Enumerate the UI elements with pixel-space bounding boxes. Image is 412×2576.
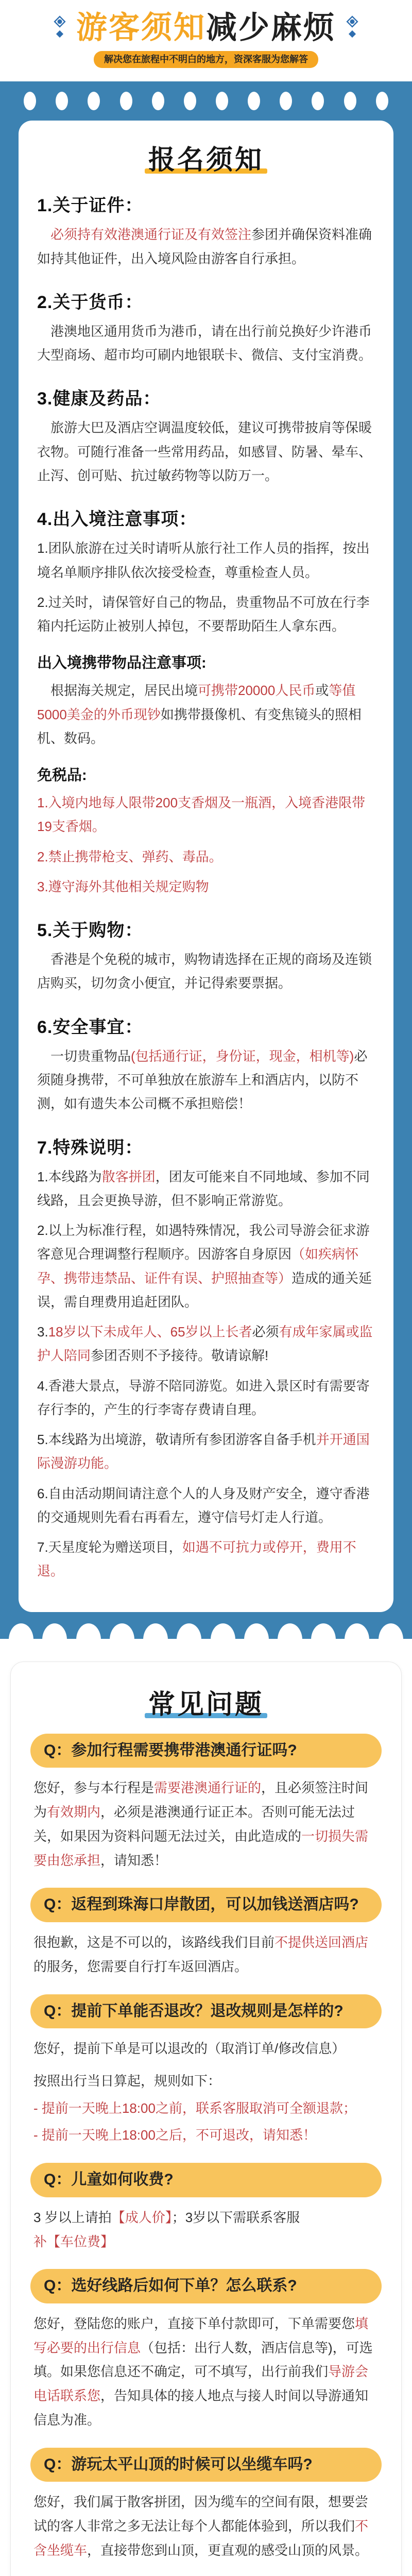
faq-title: 常见问题 bbox=[148, 1689, 264, 1720]
faq-question-pill: Q：返程到珠海口岸散团，可以加钱送酒店吗? bbox=[30, 1888, 382, 1922]
notice-card bbox=[19, 121, 393, 1612]
page-title-rest: 减少麻烦 bbox=[206, 10, 336, 45]
notice-para: 根据海关规定，居民出境可携带20000人民币或等值5000美金的外币现钞如携带摄像机、有变焦镜头的照相机、数码。 bbox=[37, 683, 362, 746]
faq-answer-paragraph: 您好，登陆您的账户，直接下单付款即可，下单需要您填写必要的出行信息（包括：出行人数，酒店信息等)，可选填。如果您信息还不确定，可不填写，出行前我们导游会电话联系您，告知具体的接人地点与接人时间以导游通知信息为准。 bbox=[33, 2315, 373, 2428]
notice-para: 6.自由活动期间请注意个人的人身及财产安全，遵守香港的交通规则先看右再看左，遵守信号灯走人行道。 bbox=[37, 1485, 370, 1525]
notice-heading: 4.出入境注意事项： bbox=[37, 510, 197, 530]
page-title-highlight: 游客须知 bbox=[76, 10, 206, 45]
notice-para: 香港是个免税的城市，购物请选择在正规的商场及连锁店购买，切勿贪小便宜，并记得索要票据。 bbox=[37, 952, 372, 991]
notice-para: 1.团队旅游在过关时请听从旅行社工作人员的指挥，按出境名单顺序排队依次接受检查，尊重检查人员。 bbox=[37, 540, 370, 580]
notice-para: 2.禁止携带枪支、弹药、毒品。 bbox=[37, 849, 222, 865]
faq-answer-paragraph: - 提前一天晚上18:00之后，不可退改，请知悉！ bbox=[33, 2127, 316, 2143]
notice-para: 3.遵守海外其他相关规定购物 bbox=[37, 878, 209, 894]
faq-answer-paragraph: - 提前一天晚上18:00之前，联系客服取消可全额退款； bbox=[33, 2100, 356, 2116]
notice-para: 5.本线路为出境游，敬请所有参团游客自备手机并开通国际漫游功能。 bbox=[37, 1432, 370, 1471]
notice-heading: 1.关于证件： bbox=[37, 196, 143, 216]
diamond-ornament-left-icon bbox=[53, 15, 67, 40]
page-header bbox=[0, 0, 412, 81]
notice-para: 2.过关时，请保管好自己的物品，贵重物品不可放在行李箱内托运防止被别人掉包，不要帮助陌生人拿东西。 bbox=[37, 594, 370, 634]
notice-para: 必须持有效港澳通行证及有效签注参团并确保资料准确如持其他证件，出入境风险由游客自行承担。 bbox=[37, 227, 372, 266]
notice-para: 1.入境内地每人限带200支香烟及一瓶酒，入境香港限带19支香烟。 bbox=[37, 795, 366, 835]
faq-answer-paragraph: 您好，参与本行程是需要港澳通行证的，且必须签注时间为有效期内，必须是港澳通行证正本。否则可能无法过关，如果因为资料问题无法过关，由此造成的一切损失需要由您承担，请知悉！ bbox=[33, 1780, 369, 1868]
page-subtitle: 解决您在旅程中不明白的地方，资深客服为您解答 bbox=[94, 51, 318, 68]
notice-title: 报名须知 bbox=[148, 145, 264, 176]
notice-para: 7.天星度轮为赠送项目，如遇不可抗力或停开，费用不退。 bbox=[37, 1539, 356, 1579]
faq-answer-paragraph: 按照出行当日算起，规则如下： bbox=[33, 2073, 221, 2089]
faq-section bbox=[0, 1639, 412, 2576]
notice-subheading: 免税品: bbox=[37, 767, 87, 784]
notice-heading: 5.关于购物： bbox=[37, 921, 143, 941]
notice-para: 1.本线路为散客拼团，团友可能来自不同地域、参加不同线路，且会更换导游，但不影响正常游览。 bbox=[37, 1168, 370, 1208]
notice-subheading: 出入境携带物品注意事项: bbox=[37, 655, 207, 672]
notice-para: 2.以上为标准行程，如遇特殊情况，我公司导游会征求游客意见合理调整行程顺序。因游客自身原因（如疾病怀孕、携带违禁品、证件有误、护照抽查等）造成的通关延误，需自理费用追赶团队。 bbox=[37, 1223, 372, 1310]
notice-para: 3.18岁以下未成年人、65岁以上长者必须有成年家属或监护人陪同参团否则不予接待。敬请谅解! bbox=[37, 1324, 373, 1364]
faq-list bbox=[30, 1734, 382, 2563]
faq-question-pill: Q：选好线路后如何下单？怎么联系? bbox=[30, 2269, 382, 2303]
faq-answer-paragraph: 您好，我们属于散客拼团，因为缆车的空间有限，想要尝试的客人非常之多无法让每个人都能体验到，所以我们不含坐缆车，直接带您到山顶，更直观的感受山顶的风景。 bbox=[33, 2494, 369, 2558]
faq-answer-paragraph: 您好，提前下单是可以退改的（取消订单/修改信息） bbox=[33, 2041, 346, 2057]
faq-card bbox=[10, 1662, 402, 2576]
faq-question-pill: Q：儿童如何收费? bbox=[30, 2163, 382, 2197]
faq-question-pill: Q：游玩太平山顶的时候可以坐缆车吗? bbox=[30, 2448, 382, 2482]
diamond-ornament-right-icon bbox=[345, 15, 359, 40]
notice-heading: 7.特殊说明： bbox=[37, 1138, 143, 1158]
faq-question-pill: Q：参加行程需要携带港澳通行证吗? bbox=[30, 1734, 382, 1768]
notice-heading: 3.健康及药品： bbox=[37, 389, 161, 409]
notice-para: 旅游大巴及酒店空调温度较低，建议可携带披肩等保暖衣物。可随行准备一些常用药品，如感冒、防暑、晕车、止泻、创可贴、抗过敏药物等以防万一。 bbox=[37, 420, 372, 483]
notice-para: 4.香港大景点，导游不陪同游览。如进入景区时有需要寄存行李的，产生的行李寄存费请自理。 bbox=[37, 1378, 370, 1417]
title-row bbox=[0, 11, 412, 44]
notice-section bbox=[0, 81, 412, 1638]
filmstrip-bumps-bottom bbox=[0, 1612, 412, 1639]
faq-answer-paragraph: 3 岁以上请拍【成人价】；3岁以下需联系客服补【车位费】 bbox=[33, 2209, 300, 2249]
faq-answer-paragraph: 很抱歉，这是不可以的，该路线我们目前不提供送回酒店的服务，您需要自行打车返回酒店。 bbox=[33, 1934, 369, 1974]
notice-heading: 2.关于货币： bbox=[37, 292, 143, 312]
faq-question-pill: Q：提前下单能否退改？退改规则是怎样的? bbox=[30, 1994, 382, 2029]
notice-body bbox=[37, 191, 375, 1583]
page-title bbox=[76, 11, 336, 44]
filmstrip-dots-top bbox=[0, 81, 412, 120]
notice-heading: 6.安全事宜： bbox=[37, 1017, 143, 1037]
notice-para: 港澳地区通用货币为港币，请在出行前兑换好少许港币大型商场、超市均可刷内地银联卡、微信、支付宝消费。 bbox=[37, 323, 372, 363]
notice-para: 一切贵重物品(包括通行证，身份证，现金，相机等)必须随身携带，不可单独放在旅游车上和酒店内，以防不测，如有遗失本公司概不承担赔偿！ bbox=[37, 1048, 368, 1112]
